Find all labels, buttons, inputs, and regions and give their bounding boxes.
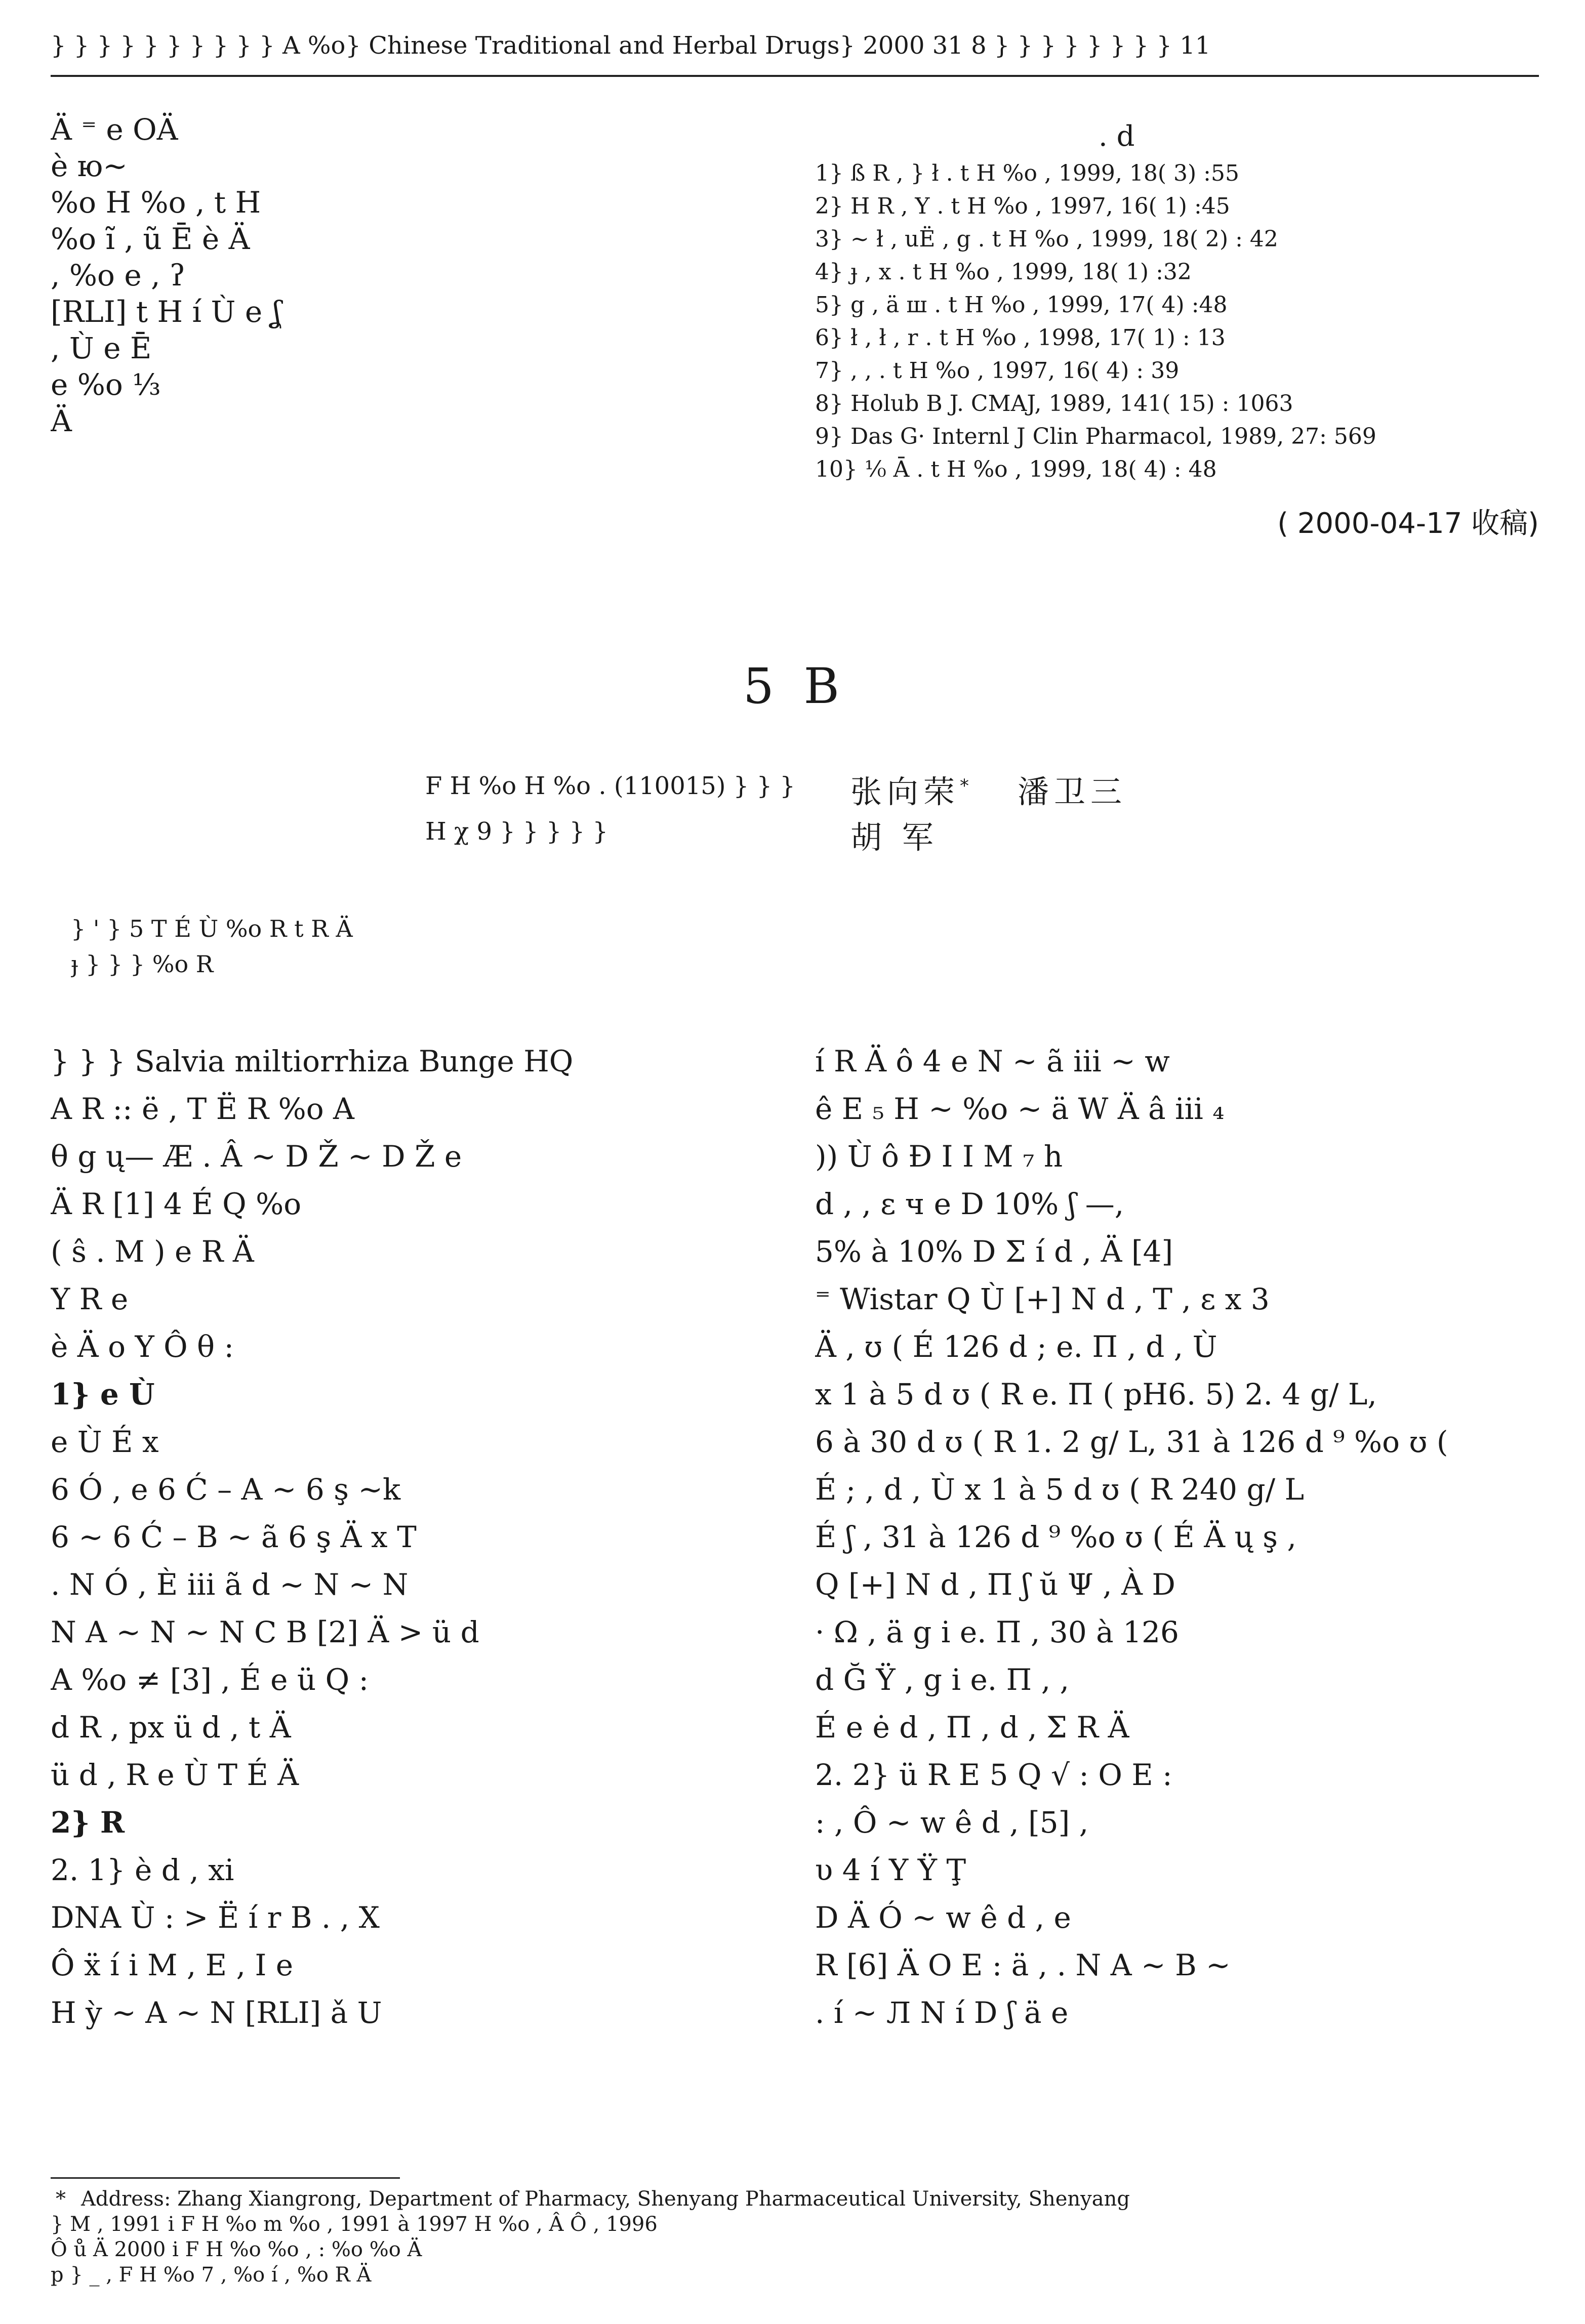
body-line: É ; , d , Ù x 1 à 5 d ʊ ( R 240 g/ L [815,1472,1305,1507]
body-line: í R Ä ô 4 e N ~ ã iii ~ w [815,1044,1170,1078]
body-line: D Ä Ó ~ w ê d , e [815,1900,1071,1935]
affiliation-line-1: F H %o H %o . (110015) } } } [425,772,795,800]
body-line: 2. 1} è d , xi [51,1853,234,1887]
author-3: 胡 军 [850,819,939,856]
body-line: 2. 2} ü R E 5 Q √ : O E : [815,1758,1172,1792]
body-line: d R , px ü d , t Ä [51,1710,291,1745]
body-line: Q [+] N d , Π ʃ ŭ Ψ , À D [815,1567,1175,1602]
body-line: d , , ε ч e D 10% ʃ —, [815,1187,1124,1221]
body-line: ü d , R e Ù T É Ä [51,1758,299,1792]
section-heading: 2} R [51,1805,125,1840]
body-line: 6 à 30 d ʊ ( R 1. 2 g/ L, 31 à 126 d ⁹ %o ʊ ( [815,1425,1448,1459]
footnote-mark: * [56,2187,66,2211]
text-line: e %o ⅓ [51,367,161,402]
affiliation-line-2: H χ 9 } } } } } [425,817,608,846]
abstract-line: ɟ } } } %o R [71,950,214,978]
body-line: Ä R [1] 4 É Q %o [51,1187,302,1221]
body-line: 6 Ó , e 6 Ć – A ~ 6 ş ~k [51,1472,401,1507]
footnote-line: } M , 1991 i F H %o m %o , 1991 à 1997 H %o , Â Ô , 1996 [51,2213,658,2236]
author-footnote [51,2186,1539,2288]
reference-item: 4} ɟ , x . t H %o , 1999, 18( 1) :32 [815,259,1192,285]
text-line: %o ĩ , ũ Ē è Ä [51,222,250,256]
body-line: · Ω , ä g i e. Π , 30 à 126 [815,1615,1179,1649]
body-line: Y R e [51,1282,129,1316]
text-line: [RLI] t H í Ù e ʆ [51,295,281,329]
body-line: ⁼ Wistar Q Ù [+] N d , T , ε x 3 [815,1282,1270,1316]
body-line: A R :: ë , T Ë R %o A [51,1092,354,1126]
footnote-line [51,2186,1539,2212]
body-line: } } } Salvia miltiorrhiza Bunge HQ [51,1044,574,1078]
body-line: É e ė d , Π , d , Σ R Ä [815,1710,1129,1745]
body-line: . í ~ Л N í D ʃ ä e [815,1996,1069,2030]
reference-item: 6} ł , ł , r . t H %o , 1998, 17( 1) : 13 [815,325,1226,351]
text-line: è ю~ [51,149,128,183]
text-line: Ä [51,404,72,438]
body-line: x 1 à 5 d ʊ ( R e. Π ( pH6. 5) 2. 4 g/ L, [815,1377,1377,1412]
body-line: Ô ẍ í i M , E , I e [51,1948,294,1982]
body-line: ê E ₅ H ~ %o ~ ä W Ä â iii ₄ [815,1092,1225,1126]
reference-item: 1} ß R , } ł . t H %o , 1999, 18( 3) :55 [815,160,1239,186]
body-line: A %o ≠ [3] , É e ü Q : [51,1663,369,1697]
previous-article-tail [51,111,769,557]
body-line: 6 ~ 6 Ć – B ~ ã 6 ş Ä x T [51,1520,417,1554]
footnote-line: Ô ů Ä 2000 i F H %o %o , : %o %o Ä [51,2238,422,2261]
author-2: 潘卫三 [1018,773,1127,810]
body-line: e Ù É x [51,1425,159,1459]
body-line: Ä , ʊ ( É 126 d ; e. Π , d , Ù [815,1330,1217,1364]
body-line: 5% à 10% D Σ í d , Ä [4] [815,1234,1173,1269]
text-line: , %o e , ʔ [51,258,186,293]
body-line: É ʃ , 31 à 126 d ⁹ %o ʊ ( É Ä ų ş , [815,1520,1296,1554]
footnote-address: Address: Zhang Xiangrong, Department of Pharmacy, Shenyang Pharmaceutical University, Shenyang [81,2187,1130,2211]
abstract-line: } ' } 5 T É Ù %o R t R Ä [71,915,353,942]
reference-item: 8} Holub B J. CMAJ, 1989, 141( 15) : 1063 [815,391,1293,417]
text-line: Ä ⁼ e OÄ [51,112,178,147]
body-line: )) Ù ô Ð I I M ₇ h [815,1139,1063,1174]
footnote-line: p } _ , F H %o 7 , %o í , %o R Ä [51,2263,372,2287]
running-header: } } } } } } } } } } A %o} Chinese Traditional and Herbal Drugs} 2000 31 8 } } } } } } } } 11 [51,31,1211,60]
header-rule [51,75,1539,77]
body-line: . N Ó , È iii ã d ~ N ~ N [51,1567,409,1602]
references [815,116,1539,501]
received-date: ( 2000-04-17 收稿) [1277,507,1539,540]
corresponding-author-mark: * [960,775,974,797]
author-1: 张向荣 [850,773,960,810]
body-line: N A ~ N ~ N C B [2] Ä > ü d [51,1615,479,1649]
text-line: %o H %o , t H [51,185,261,220]
body-left-column [51,1038,775,2045]
body-line: R [6] Ä O E : ä , . N A ~ B ~ [815,1948,1231,1982]
reference-item: 10} ⅟₀ Ā . t H %o , 1999, 18( 4) : 48 [815,456,1217,482]
abstract [71,911,1519,987]
reference-item: 7} , , . t H %o , 1997, 16( 4) : 39 [815,358,1180,384]
reference-item: 2} H R , Y . t H %o , 1997, 16( 1) :45 [815,193,1230,219]
reference-item: 9} Das G· Internl J Clin Pharmacol, 1989, 27: 569 [815,424,1376,449]
section-heading: 1} e Ù [51,1377,155,1412]
body-line: υ 4 í Y Ÿ Ţ [815,1853,966,1887]
body-line: : , Ô ~ w ê d , [5] , [815,1805,1089,1840]
article-title: 5 B [743,658,847,715]
body-line: H ỳ ~ A ~ N [RLI] ǎ U [51,1996,382,2030]
references-heading: . d [1099,120,1135,153]
body-right-column [815,1038,1539,2045]
body-line: d Ğ Ÿ , g i e. Π , , [815,1663,1070,1697]
reference-item: 3} ~ ł , uË , g . t H %o , 1999, 18( 2) : 42 [815,226,1278,252]
footnote-rule [51,2177,400,2179]
author-name [850,767,974,812]
body-line: θ g ų— Æ . Â ~ D Ž ~ D Ž e [51,1139,462,1174]
body-line: ( ŝ . M ) e R Ä [51,1234,254,1269]
body-line: è Ä o Y Ô θ : [51,1330,234,1364]
body-line: DNA Ù : > Ë í r B . , X [51,1900,380,1935]
text-line: , Ù e Ē [51,331,152,365]
reference-item: 5} g , ä ш . t H %o , 1999, 17( 4) :48 [815,292,1228,318]
